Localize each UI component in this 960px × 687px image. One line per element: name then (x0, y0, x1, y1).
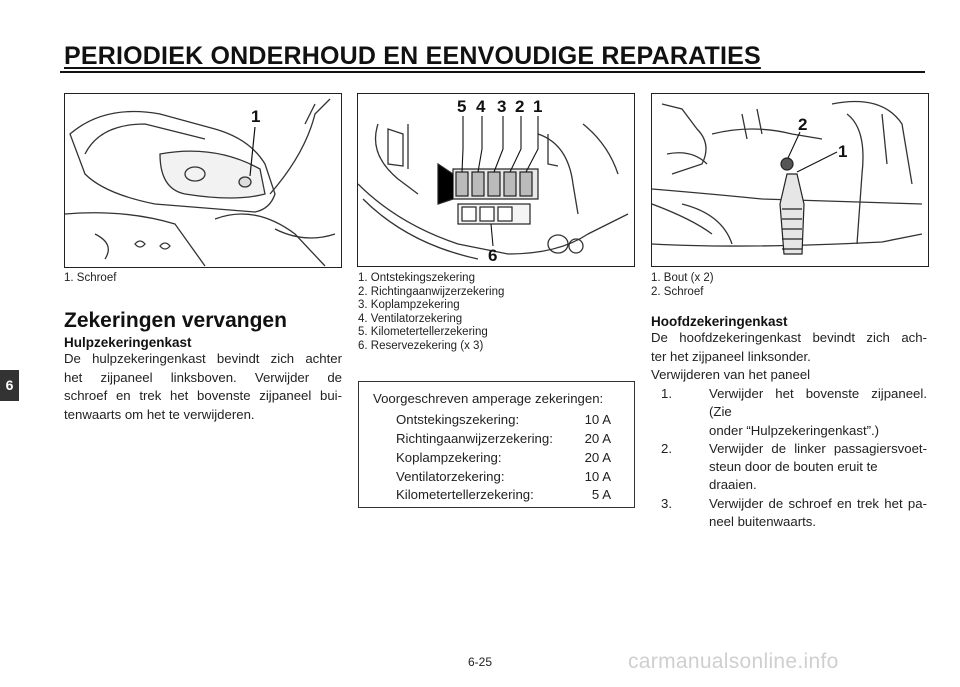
step-line: onder “Hulpzekeringenkast”.) (709, 422, 880, 438)
spec-value: 20 A (584, 431, 611, 446)
step-line: Verwijder de schroef en trek het pa- (709, 495, 927, 511)
callout-4: 4 (476, 97, 486, 116)
step-number: 1. (661, 386, 672, 401)
step-item (651, 495, 927, 532)
paragraph-line: ter het zijpaneel linksonder. (651, 348, 811, 364)
step-line: Verwijder het bovenste zijpaneel. (Zie (709, 386, 927, 420)
caption-item: 4. Ventilatorzekering (358, 312, 463, 325)
spec-value: 20 A (584, 450, 611, 465)
spec-row (396, 431, 621, 449)
spec-name: Ontstekingszekering: (396, 412, 520, 427)
spec-name: Ventilatorzekering: (396, 469, 505, 484)
caption-center (358, 271, 504, 353)
spec-name: Richtingaanwijzerzekering: (396, 431, 553, 446)
spec-row (396, 450, 621, 468)
watermark: carmanualsonline.info (628, 650, 839, 673)
spec-row (396, 487, 621, 505)
step-item (651, 385, 927, 440)
spec-value: 10 A (584, 469, 611, 484)
figure-auxiliary-fuse-box (357, 93, 635, 267)
callout-3: 3 (497, 97, 507, 116)
footrest-panel-illustration (652, 94, 928, 266)
paragraph-line: tenwaarts om het te verwijderen. (64, 406, 255, 422)
side-cover-illustration (65, 94, 341, 267)
figure-main-fuse-box-panel (651, 93, 929, 267)
caption-item: 6. Reservezekering (x 3) (358, 339, 484, 352)
page-title: PERIODIEK ONDERHOUD EN EENVOUDIGE REPARATIES (64, 42, 761, 70)
callout-1: 1 (838, 142, 848, 161)
paragraph-line: De hulpzekeringenkast bevindt zich achter (64, 351, 342, 366)
caption-item: 3. Koplampzekering (358, 299, 460, 312)
caption-item: 1. Bout (x 2) (651, 272, 714, 284)
subheading-auxiliary-fuse-box: Hulpzekeringenkast (64, 335, 192, 350)
step-item (651, 440, 927, 495)
removal-steps (651, 385, 927, 531)
callout-1: 1 (251, 107, 261, 126)
fuse-box-illustration (358, 94, 634, 266)
title-rule (60, 71, 925, 73)
callout-5: 5 (457, 97, 467, 116)
caption-item: 1. Ontstekingszekering (358, 272, 475, 284)
callout-2: 2 (515, 97, 525, 116)
caption-item: 5. Kilometertellerzekering (358, 326, 488, 339)
paragraph-line: het zijpaneel linksboven. Verwijder de (64, 369, 342, 385)
spec-name: Koplampzekering: (396, 450, 502, 465)
callout-1: 1 (533, 97, 543, 116)
subheading-main-fuse-box: Hoofdzekeringenkast (651, 314, 788, 329)
spec-row (396, 469, 621, 487)
section-heading: Zekeringen vervangen (64, 309, 287, 332)
paragraph-auxiliary-fuse-box (64, 350, 342, 424)
callout-6: 6 (488, 246, 498, 265)
callout-2: 2 (798, 115, 808, 134)
spec-heading: Voorgeschreven amperage zekeringen: (373, 391, 604, 406)
step-line: steun door de bouten eruit te draaien. (709, 459, 878, 493)
caption-item: 2. Schroef (651, 285, 704, 298)
caption-left (64, 271, 116, 285)
fuse-amperage-spec-box (358, 381, 635, 508)
paragraph-line: De hoofdzekeringenkast bevindt zich ach- (651, 330, 927, 345)
figure-side-cover-screw (64, 93, 342, 268)
caption-item: 2. Richtingaanwijzerzekering (358, 285, 505, 298)
step-number: 3. (661, 495, 672, 511)
chapter-tab: 6 (0, 370, 19, 401)
step-line: Verwijder de linker passagiersvoet- (709, 440, 927, 456)
paragraph-main-fuse-box (651, 329, 927, 385)
caption-right (651, 271, 714, 298)
caption-item: 1. Schroef (64, 272, 117, 284)
step-line: neel buitenwaarts. (709, 514, 817, 530)
spec-name: Kilometertellerzekering: (396, 487, 534, 502)
spec-value: 10 A (584, 412, 611, 427)
spec-value: 5 A (591, 487, 611, 502)
step-number: 2. (661, 440, 672, 456)
steps-intro: Verwijderen van het paneel (651, 367, 811, 382)
page-number: 6-25 (468, 655, 493, 669)
paragraph-line: schroef en trek het bovenste zijpaneel bui- (64, 388, 342, 403)
spec-row (396, 412, 621, 430)
